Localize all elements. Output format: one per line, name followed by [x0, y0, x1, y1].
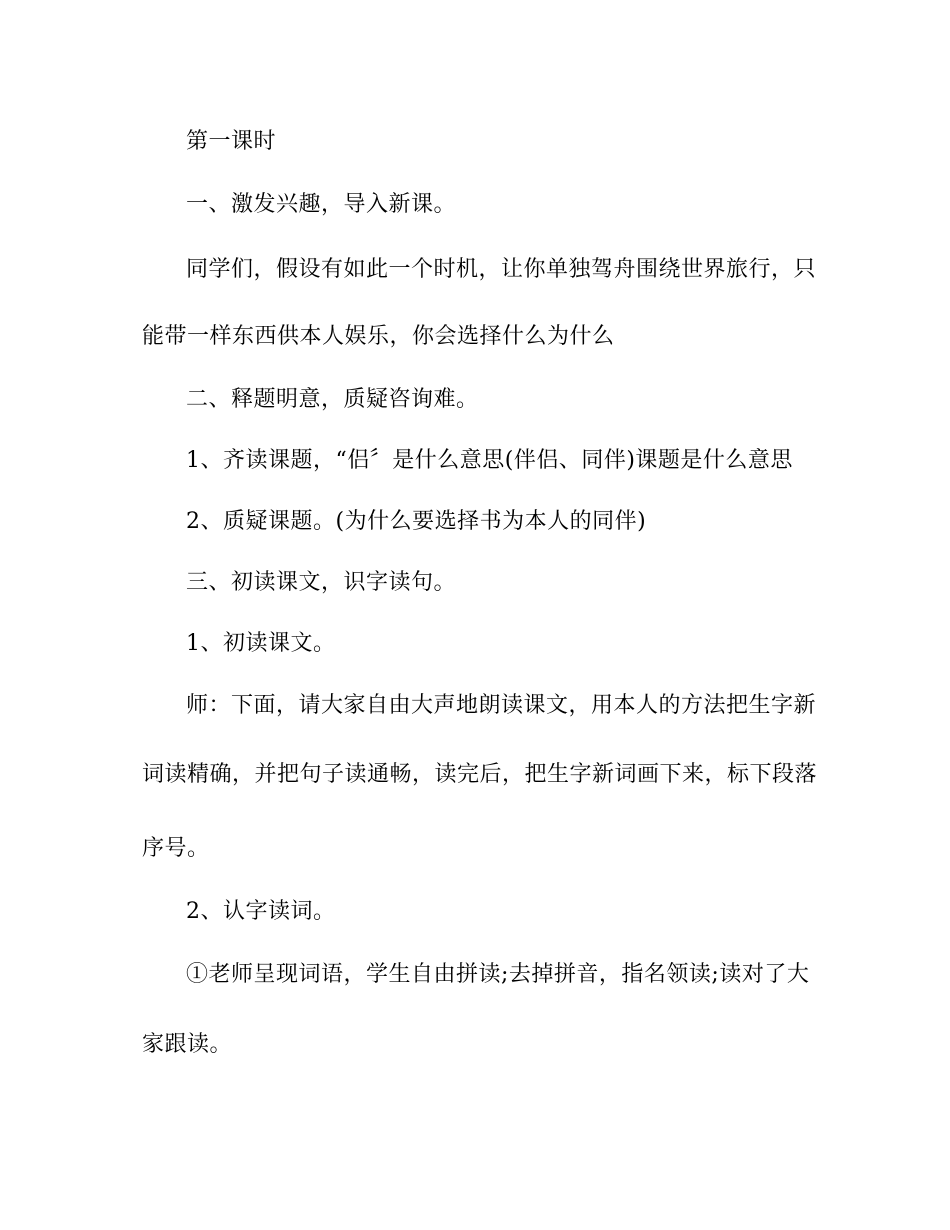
list-item: 1、齐读课题，“侣〞是什么意思(伴侣、同伴)课题是什么意思 — [186, 448, 793, 473]
list-item: 1、初读课文。 — [186, 631, 336, 656]
paragraph-line: 能带一样东西供本人娱乐，你会选择什么为什么 — [142, 324, 615, 349]
list-item: 2、质疑课题。(为什么要选择书为本人的同伴) — [186, 509, 647, 534]
paragraph-line: 序号。 — [142, 836, 210, 861]
paragraph-line: ①老师呈现词语，学生自由拼读;去掉拼音，指名领读;读对了大 — [186, 962, 810, 987]
section-heading-2: 二、释题明意，质疑咨询难。 — [186, 387, 479, 412]
list-item: 2、认字读词。 — [186, 899, 336, 924]
section-heading-1: 一、激发兴趣，导入新课。 — [186, 192, 457, 217]
paragraph-line: 同学们，假设有如此一个时机，让你单独驾舟围绕世界旅行，只 — [186, 257, 817, 282]
paragraph-line: 师：下面，请大家自由大声地朗读课文，用本人的方法把生字新 — [186, 693, 817, 718]
paragraph-line: 词读精确，并把句子读通畅，读完后，把生字新词画下来，标下段落 — [142, 762, 818, 787]
section-heading-3: 三、初读课文，识字读句。 — [186, 570, 457, 595]
lesson-heading: 第一课时 — [186, 129, 277, 154]
paragraph-line: 家跟读。 — [142, 1032, 233, 1057]
